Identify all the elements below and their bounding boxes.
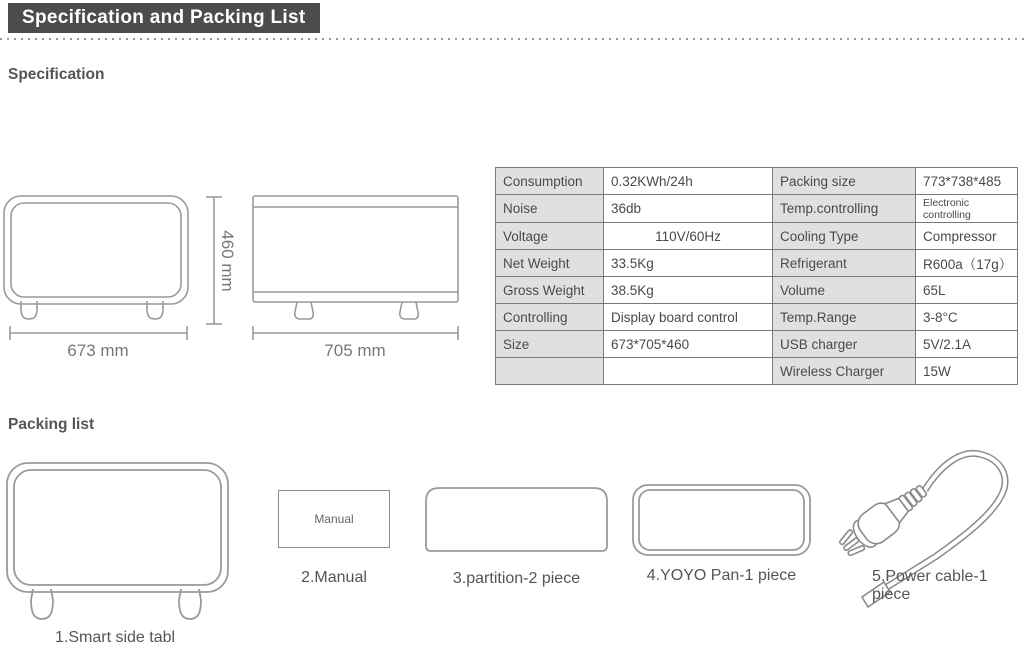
- partition-outline: [426, 488, 607, 551]
- table-row: [496, 195, 1018, 223]
- page-title: Specification and Packing List: [8, 3, 320, 33]
- spec-value-cell: Display board control: [604, 304, 773, 331]
- packing-list-drawings: [0, 440, 1024, 648]
- yoyo-pan-inner: [639, 490, 804, 550]
- spec-label-cell: Refrigerant: [773, 250, 916, 277]
- spec-label-cell: USB charger: [773, 331, 916, 358]
- spec-label-cell: Consumption: [496, 168, 604, 195]
- side-depth-dimension: 705 mm: [324, 341, 386, 360]
- spec-label-cell: Temp.controlling: [773, 195, 916, 223]
- table-row: [496, 168, 1018, 195]
- spec-value-cell: 110V/60Hz: [604, 223, 773, 250]
- packing-item-label-4: 4.YOYO Pan-1 piece: [646, 567, 797, 584]
- front-width-dimension: 673 mm: [67, 341, 129, 360]
- spec-label-cell: Noise: [496, 195, 604, 223]
- spec-label-cell: [496, 358, 604, 385]
- spec-label-cell: Cooling Type: [773, 223, 916, 250]
- spec-value-cell: 673*705*460: [604, 331, 773, 358]
- spec-label-cell: Net Weight: [496, 250, 604, 277]
- table-row: [496, 277, 1018, 304]
- dotted-separator: [0, 38, 1024, 40]
- side-view-outline: [253, 196, 458, 302]
- spec-value-cell: [604, 358, 773, 385]
- smart-table-right-foot: [179, 589, 201, 619]
- specification-table: [495, 167, 1018, 385]
- table-row: [496, 250, 1018, 277]
- packing-list-heading: Packing list: [8, 416, 95, 433]
- yoyo-pan-outer: [633, 485, 810, 555]
- specification-heading: Specification: [8, 66, 105, 83]
- spec-value-cell: 5V/2.1A: [916, 331, 1018, 358]
- spec-value-cell: R600a（17g）: [916, 250, 1018, 277]
- spec-value-cell: 3-8°C: [916, 304, 1018, 331]
- spec-value-cell: 38.5Kg: [604, 277, 773, 304]
- packing-item-label-3: 3.partition-2 piece: [452, 570, 581, 587]
- spec-value-cell: 773*738*485: [916, 168, 1018, 195]
- spec-label-cell: Size: [496, 331, 604, 358]
- spec-label-cell: Controlling: [496, 304, 604, 331]
- spec-value-cell: 15W: [916, 358, 1018, 385]
- spec-value-cell: 36db: [604, 195, 773, 223]
- manual-box-drawing: [278, 490, 390, 548]
- spec-label-cell: Packing size: [773, 168, 916, 195]
- front-view-inner-line: [11, 203, 181, 297]
- spec-label-cell: Volume: [773, 277, 916, 304]
- spec-label-cell: Gross Weight: [496, 277, 604, 304]
- side-right-foot: [400, 302, 418, 319]
- spec-label-cell: Wireless Charger: [773, 358, 916, 385]
- spec-value-cell: 33.5Kg: [604, 250, 773, 277]
- table-row: [496, 358, 1018, 385]
- table-row: [496, 223, 1018, 250]
- front-height-dimension: 460 mm: [218, 230, 237, 292]
- power-plug: [834, 476, 934, 563]
- manual-box-text: Manual: [314, 512, 354, 526]
- side-left-foot: [295, 302, 313, 319]
- packing-item-label-5: 5.Power cable-1 piece: [872, 568, 988, 603]
- spec-value-cell: Compressor: [916, 223, 1018, 250]
- spec-value-cell: 65L: [916, 277, 1018, 304]
- smart-table-inner-line: [14, 470, 221, 585]
- table-row: [496, 331, 1018, 358]
- packing-item-label-2: 2.Manual: [301, 569, 367, 586]
- packing-item-label-1: 1.Smart side tabl: [55, 629, 176, 646]
- spec-label-cell: Temp.Range: [773, 304, 916, 331]
- spec-label-cell: Voltage: [496, 223, 604, 250]
- table-row: [496, 304, 1018, 331]
- spec-value-cell: Electronic controlling: [916, 195, 1018, 223]
- smart-table-left-foot: [31, 589, 53, 619]
- spec-value-cell: 0.32KWh/24h: [604, 168, 773, 195]
- smart-table-outline: [7, 463, 228, 592]
- front-view-outline: [4, 196, 188, 304]
